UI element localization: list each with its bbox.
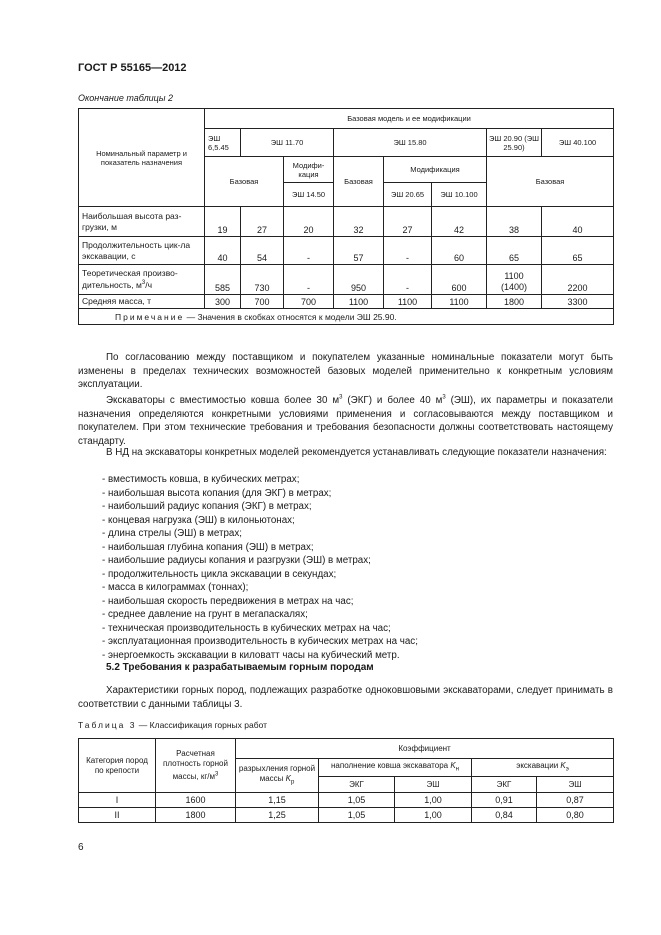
cell: 19 — [205, 207, 241, 237]
table-row — [79, 237, 614, 265]
list-item: - наибольшие радиусы копания и разгрузки (ЭШ) в метрах; — [102, 555, 371, 566]
base-label: Базовая — [334, 157, 384, 207]
paragraph-2 — [78, 392, 613, 448]
row-name: Наибольшая высота раз-грузки, м — [79, 207, 205, 237]
mod-model: ЭШ 10.100 — [432, 183, 487, 207]
cell: 60 — [432, 237, 487, 265]
base-label: Базовая — [205, 157, 284, 207]
list-item: - наибольшая скорость передвижения в метрах на час; — [102, 595, 354, 607]
row-name-text: Теоретическая произво- дительность, $м^3/ч$ — [82, 267, 178, 291]
model-esh-20-90: ЭШ 20.90 (ЭШ 25.90) — [487, 129, 542, 157]
cell: 2200 — [542, 265, 614, 295]
header-category: Категория пород по крепости — [79, 739, 156, 793]
cell: 54 — [241, 237, 284, 265]
cell: 3300 — [542, 295, 614, 309]
sub-col: ЭШ — [395, 777, 472, 793]
list-item: - продолжительность цикла экскавации в секундах; — [102, 568, 337, 580]
table2-corner-header: Номинальный параметр и показатель назначения — [79, 109, 205, 207]
list-item: - наибольшая высота копания (для ЭКГ) в метрах; — [102, 487, 332, 499]
cell: 1100 — [384, 295, 432, 309]
header-loosen-text: разрыхления горной массы $K_р$ — [238, 763, 316, 786]
list-item: - вместимость ковша, в кубических метрах; — [102, 474, 300, 485]
cell: 700 — [241, 295, 284, 309]
section-heading: 5.2 Требования к разрабатываемым горным породам — [106, 662, 374, 673]
cell: 42 — [432, 207, 487, 237]
cell: 1600 — [156, 793, 236, 808]
note-label: Примечание — [115, 311, 185, 322]
paragraph-2-text: Экскаваторы с вместимостью ковша более 30 $м^3$ (ЭКГ) и более 40 $м^3$ (ЭШ), их параметры и показатели назначения определяются конкретными условиями применения и согласовываются между поставщиком и покупателем. При этом технические требования и требования безопасности должны соответствовать настоящему стандарту. — [78, 395, 613, 447]
cell: - — [284, 237, 334, 265]
note-text: — Значения в скобках относятся к модели ЭШ 25.90. — [186, 311, 397, 322]
cell: II — [79, 808, 156, 823]
list-item: - наибольший радиус копания (ЭКГ) в метрах; — [102, 501, 312, 512]
table-row — [79, 207, 614, 237]
cell: 0,80 — [537, 808, 614, 823]
page-number: 6 — [78, 842, 84, 853]
list-item: - среднее давление на грунт в мегапаскалях; — [102, 609, 308, 620]
cell: 40 — [542, 207, 614, 237]
table-row — [79, 265, 614, 295]
list-item: - энергоемкость экскавации в киловатт часы на кубический метр. — [102, 649, 400, 661]
table3-caption-text: — Классификация горных работ — [138, 720, 268, 730]
cell: 27 — [384, 207, 432, 237]
mod-label: Модификация — [384, 157, 487, 183]
table3-caption-label: Таблица 3 — [78, 720, 137, 730]
paragraph-3: В НД на экскаваторы конкретных моделей рекомендуется устанавливать следующие показатели назначения: — [106, 447, 607, 458]
model-esh-40-100: ЭШ 40.100 — [542, 129, 614, 157]
table-row — [79, 295, 614, 309]
cell: - — [384, 237, 432, 265]
cell: 585 — [205, 265, 241, 295]
table2-note — [79, 309, 614, 325]
cell: 1800 — [487, 295, 542, 309]
header-density — [156, 739, 236, 793]
row-name: Продолжительность цик-ла экскавации, с — [79, 237, 205, 265]
table-row — [79, 808, 614, 823]
parameter-list — [102, 473, 418, 662]
sub-col: ЭШ — [537, 777, 614, 793]
cell: 32 — [334, 207, 384, 237]
cell: 1800 — [156, 808, 236, 823]
list-item: - техническая производительность в кубических метрах на час; — [102, 622, 391, 634]
cell: 20 — [284, 207, 334, 237]
base-label: Базовая — [487, 157, 614, 207]
cell: 40 — [205, 237, 241, 265]
cell: 1,25 — [236, 808, 319, 823]
model-esh-11-70: ЭШ 11.70 — [241, 129, 334, 157]
header-loosen — [236, 759, 319, 793]
model-esh-15-80: ЭШ 15.80 — [334, 129, 487, 157]
table2-group-header: Базовая модель и ее модификации — [205, 109, 614, 129]
cell: 1,05 — [319, 793, 395, 808]
cell: 950 — [334, 265, 384, 295]
cell: 0,87 — [537, 793, 614, 808]
list-item: - длина стрелы (ЭШ) в метрах; — [102, 528, 242, 539]
cell: I — [79, 793, 156, 808]
row-name: Средняя масса, т — [79, 295, 205, 309]
header-coef: Коэффициент — [236, 739, 614, 759]
header-fill-text: наполнение ковша экскаватора $K_н$ — [331, 760, 459, 773]
row-name — [79, 265, 205, 295]
cell: 1,00 — [395, 793, 472, 808]
mod-model: ЭШ 14.50 — [284, 183, 334, 207]
paragraph-1: По согласованию между поставщиком и покупателем указанные номинальные показатели могут быть изменены в пределах технических возможностей базовых моделей применительно к конкретным условиям эксплуатации. — [78, 352, 613, 390]
mod-model: ЭШ 20.65 — [384, 183, 432, 207]
table2-caption: Окончание таблицы 2 — [78, 93, 173, 103]
list-item: - наибольшая глубина копания (ЭШ) в метрах; — [102, 541, 314, 553]
header-density-text: Расчетная плотность горной массы, $кг/м^3$ — [163, 749, 228, 781]
paragraph-4: Характеристики горных пород, подлежащих разработке одноковшовыми экскаваторами, следует принимать в соответствии с данными таблицы 3. — [78, 685, 613, 710]
header-exc-text: экскавации $K_э$ — [516, 760, 569, 773]
cell: 65 — [542, 237, 614, 265]
cell: 730 — [241, 265, 284, 295]
cell: - — [384, 265, 432, 295]
cell: 38 — [487, 207, 542, 237]
cell: 700 — [284, 295, 334, 309]
table3 — [78, 738, 614, 823]
header-exc — [472, 759, 614, 777]
cell: - — [284, 265, 334, 295]
sub-col: ЭКГ — [472, 777, 537, 793]
model-esh-6-5-45: ЭШ 6,5.45 — [205, 129, 241, 157]
table2 — [78, 108, 614, 325]
cell: 0,91 — [472, 793, 537, 808]
list-item: - эксплуатационная производительность в кубических метрах на час; — [102, 636, 418, 647]
cell: 1,05 — [319, 808, 395, 823]
cell: 65 — [487, 237, 542, 265]
cell: 600 — [432, 265, 487, 295]
cell: 1100 — [432, 295, 487, 309]
cell: 27 — [241, 207, 284, 237]
header-fill — [319, 759, 472, 777]
list-item: - концевая нагрузка (ЭШ) в килоньютонах; — [102, 514, 295, 526]
cell: 1100 (1400) — [487, 265, 542, 295]
cell: 0,84 — [472, 808, 537, 823]
table3-caption — [78, 720, 267, 730]
cell: 1100 — [334, 295, 384, 309]
cell: 1,00 — [395, 808, 472, 823]
document-code: ГОСТ Р 55165—2012 — [78, 62, 187, 74]
table-row — [79, 793, 614, 808]
mod-label: Модифи-кация — [284, 157, 334, 183]
list-item: - масса в килограммах (тоннах); — [102, 582, 249, 593]
cell: 57 — [334, 237, 384, 265]
cell: 300 — [205, 295, 241, 309]
sub-col: ЭКГ — [319, 777, 395, 793]
cell: 1,15 — [236, 793, 319, 808]
